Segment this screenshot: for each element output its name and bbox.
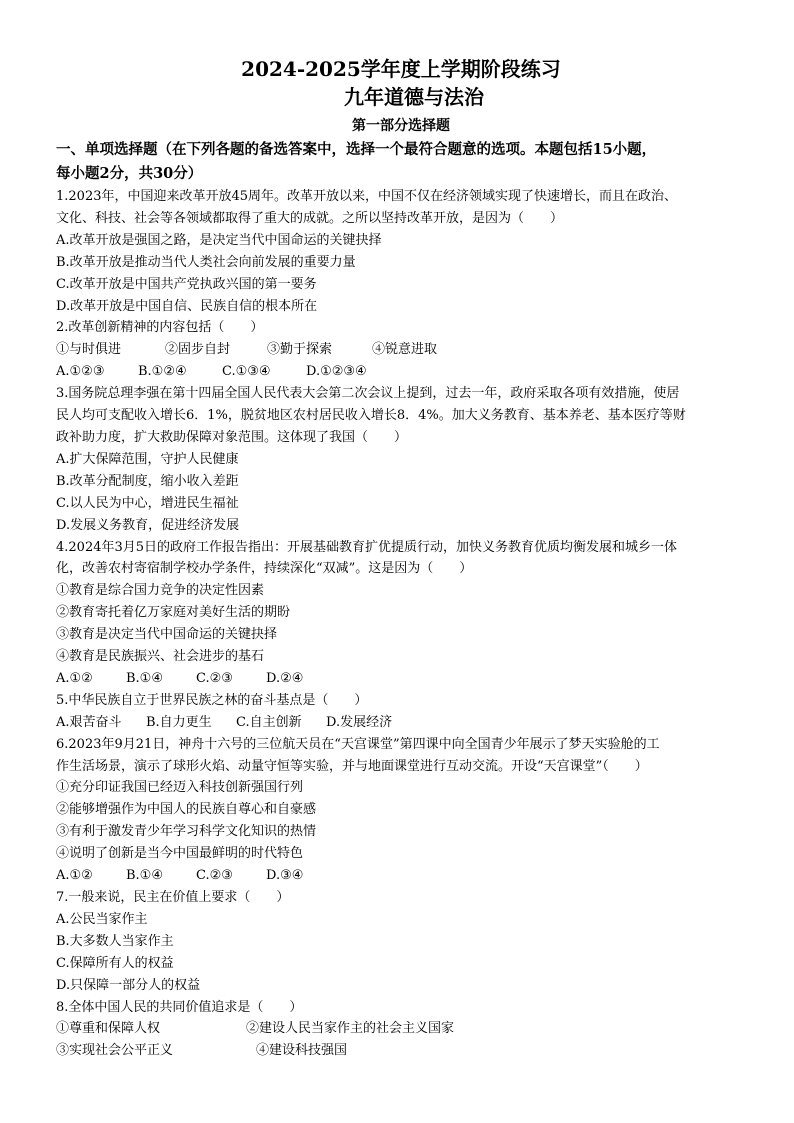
option-d: D.③④ (266, 868, 304, 884)
option-row (56, 712, 746, 734)
question-stem: 民人均可支配收入增长6．1%，脱贫地区农村居民收入增长8．4%。加大义务教育、基本养老、基本医疗等财 (56, 408, 686, 424)
statement-item: ④教育是民族振兴、社会进步的基石 (56, 649, 265, 665)
statement-item: ③实现社会公平正义 (56, 1043, 174, 1059)
option-a: A.艰苦奋斗 (56, 714, 122, 730)
option-b: B.①②④ (138, 364, 187, 380)
question-stem: 1.2023年，中国迎来改革开放45周年。改革开放以来，中国不仅在经济领域实现了快速增长，而且在政治、 (56, 189, 678, 204)
option-c: C.以人民为中心，增进民生福祉 (56, 495, 239, 511)
option-row (56, 361, 746, 383)
part-heading: 第一部分选择题 (352, 118, 450, 134)
question-stem: 3.国务院总理李强在第十四届全国人民代表大会第二次会议上提到，过去一年，政府采取各项有效措施，使居 (56, 386, 680, 402)
statement-item: ②教育寄托着亿万家庭对美好生活的期盼 (56, 605, 291, 621)
option-a: A.公民当家作主 (56, 911, 148, 927)
option-a: A.①② (56, 868, 93, 884)
question-stem: 8.全体中国人民的共同价值追求是（ ） (56, 999, 303, 1015)
option-a: A.①② (56, 670, 93, 686)
section-heading-line1: 一、单项选择题（在下列各题的备选答案中，选择一个最符合题意的选项。本题包括15小题， (56, 141, 657, 158)
option-c: C.改革开放是中国共产党执政兴国的第一要务 (56, 276, 317, 292)
option-a: A.①②③ (56, 364, 105, 380)
option-c: C.①③④ (222, 364, 271, 380)
statement-item: ④锐意进取 (372, 342, 438, 358)
option-d: D.①②③④ (306, 364, 367, 380)
question-stem: 政补助力度，扩大救助保障对象范围。这体现了我国（ ） (56, 429, 408, 445)
statement-item: ②建设人民当家作主的社会主义国家 (246, 1021, 455, 1037)
statement-item: ③勤于探索 (267, 342, 333, 358)
question-1 (56, 186, 746, 317)
question-8 (56, 997, 746, 1063)
option-a: A.扩大保障范围，守护人民健康 (56, 451, 239, 467)
statement-item: ①教育是综合国力竞争的决定性因素 (56, 583, 265, 599)
option-c: C.②③ (196, 670, 233, 686)
question-stem: 7.一般来说，民主在价值上要求（ ） (56, 890, 290, 905)
option-d: D.改革开放是中国自信、民族自信的根本所在 (56, 298, 318, 314)
question-stem: 5.中华民族自立于世界民族之林的奋斗基点是（ ） (56, 692, 368, 708)
statement-item: ①充分印证我国已经迈入科技创新强国行列 (56, 780, 304, 796)
exam-title: 2024-2025学年度上学期阶段练习 (241, 57, 561, 81)
question-stem: 作生活场景，演示了球形火焰、动量守恒等实验，并与地面课堂进行互动交流。开设“天宫课堂”（ ） (56, 758, 648, 774)
option-c: C.②③ (196, 868, 233, 884)
statement-item: ②能够增强作为中国人的民族自尊心和自豪感 (56, 802, 317, 818)
statement-item: ②固步自封 (165, 342, 231, 358)
option-b: B.改革分配制度，缩小收入差距 (56, 473, 239, 489)
question-5 (56, 690, 746, 734)
statement-item: ③有利于激发青少年学习科学文化知识的热情 (56, 824, 317, 840)
option-row (56, 668, 746, 690)
statement-item: ③教育是决定当代中国命运的关键抉择 (56, 627, 278, 643)
question-stem: 2.改革创新精神的内容包括（ ） (56, 320, 264, 336)
question-stem: 4.2024年3月5日的政府工作报告指出：开展基础教育扩优提质行动，加快义务教育优质均衡发展和城乡一体 (56, 539, 678, 555)
question-3 (56, 383, 746, 536)
option-d: D.只保障一部分人的权益 (56, 977, 201, 993)
option-b: B.①④ (126, 670, 163, 686)
question-6 (56, 734, 746, 887)
statement-item: ①与时俱进 (56, 342, 122, 358)
statement-item: ①尊重和保障人权 (56, 1021, 161, 1037)
question-4 (56, 537, 746, 690)
option-d: D.发展经济 (326, 714, 393, 730)
exam-page (56, 56, 746, 1062)
statement-row (56, 1040, 746, 1062)
option-b: B.改革开放是推动当代人类社会向前发展的重要力量 (56, 254, 356, 270)
option-b: B.自力更生 (146, 714, 212, 730)
question-2 (56, 317, 746, 383)
statement-item: ④建设科技强国 (256, 1043, 348, 1059)
option-d: D.②④ (266, 670, 304, 686)
exam-subject: 九年道德与法治 (344, 85, 484, 109)
statement-row (56, 339, 746, 361)
section-heading-line2: 每小题2分，共30分） (56, 165, 203, 182)
question-7 (56, 887, 746, 997)
question-stem: 文化、科技、社会等各领域都取得了重大的成就。之所以坚持改革开放，是因为（ ） (56, 210, 564, 226)
statement-item: ④说明了创新是当今中国最鲜明的时代特色 (56, 846, 304, 862)
statement-row (56, 1018, 746, 1040)
option-b: B.大多数人当家作主 (56, 933, 174, 949)
option-c: C.自主创新 (236, 714, 302, 730)
option-b: B.①④ (126, 868, 163, 884)
option-row (56, 865, 746, 887)
question-stem: 化，改善农村寄宿制学校办学条件，持续深化“双减”。这是因为（ ） (56, 561, 473, 577)
option-a: A.改革开放是强国之路，是决定当代中国命运的关键抉择 (56, 232, 382, 248)
question-stem: 6.2023年9月21日，神舟十六号的三位航天员在“天宫课堂”第四课中向全国青少年展示了梦天实验舱的工 (56, 736, 660, 752)
option-c: C.保障所有人的权益 (56, 955, 174, 971)
option-d: D.发展义务教育，促进经济发展 (56, 517, 240, 533)
